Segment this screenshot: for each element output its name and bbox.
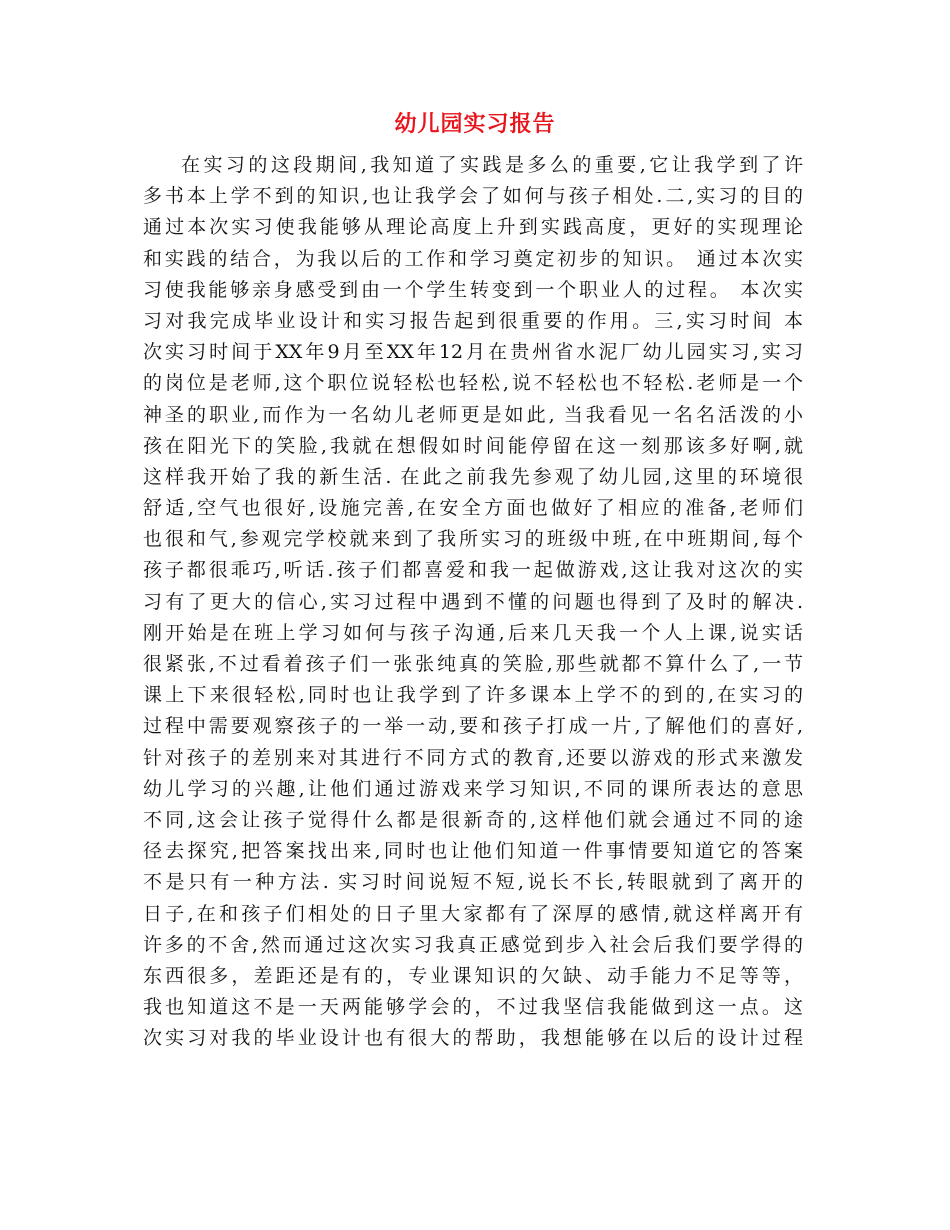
- paragraph-line: 次实习时间于XX年9月至XX年12月在贵州省水泥厂幼儿园实习,实习: [143, 341, 803, 364]
- paragraph-line: 孩在阳光下的笑脸,我就在想假如时间能停留在这一刻那该多好啊,就: [143, 434, 803, 457]
- paragraph-line: 也很和气,参观完学校就来到了我所实习的班级中班,在中班期间,每个: [143, 528, 803, 551]
- paragraph-line: 很紧张,不过看着孩子们一张张纯真的笑脸,那些就都不算什么了,一节: [143, 653, 803, 675]
- paragraph-line: 日子,在和孩子们相处的日子里大家都有了深厚的感情,就这样离开有: [143, 902, 803, 925]
- paragraph-line: 许多的不舍,然而通过这次实习我真正感觉到步入社会后我们要学得的: [143, 933, 803, 956]
- paragraph-line: 这样我开始了我的新生活. 在此之前我先参观了幼儿园,这里的环境很: [143, 465, 803, 488]
- paragraph-line: 在实习的这段期间,我知道了实践是多么的重要,它让我学到了许: [181, 154, 803, 176]
- paragraph-line: 孩子都很乖巧,听话.孩子们都喜爱和我一起做游戏,这让我对这次的实: [143, 559, 803, 582]
- document-body: [143, 150, 803, 1054]
- paragraph-line: 过程中需要观察孩子的一举一动,要和孩子打成一片,了解他们的喜好,: [143, 715, 803, 738]
- paragraph-line: 不是只有一种方法. 实习时间说短不短,说长不长,转眼就到了离开的: [143, 871, 803, 894]
- paragraph-line: 东西很多，差距还是有的，专业课知识的欠缺、动手能力不足等等，: [143, 964, 803, 987]
- paragraph-line: 的岗位是老师,这个职位说轻松也轻松,说不轻松也不轻松.老师是一个: [143, 372, 803, 395]
- paragraph-line: 多书本上学不到的知识,也让我学会了如何与孩子相处.二,实习的目的: [143, 185, 803, 208]
- paragraph-line: 习对我完成毕业设计和实习报告起到很重要的作用。三,实习时间 本: [143, 309, 803, 332]
- paragraph-line: 不同,这会让孩子觉得什么都是很新奇的,这样他们就会通过不同的途: [143, 808, 803, 831]
- paragraph-line: 和实践的结合，为我以后的工作和学习奠定初步的知识。 通过本次实: [143, 247, 803, 270]
- paragraph-line: 神圣的职业,而作为一名幼儿老师更是如此, 当我看见一名名活泼的小: [143, 403, 803, 426]
- paragraph-line: 习使我能够亲身感受到由一个学生转变到一个职业人的过程。 本次实: [143, 278, 803, 301]
- paragraph-line: 舒适,空气也很好,设施完善,在安全方面也做好了相应的准备,老师们: [143, 497, 803, 520]
- paragraph-line: 径去探究,把答案找出来,同时也让他们知道一件事情要知道它的答案: [143, 840, 803, 863]
- document-title: 幼儿园实习报告: [394, 111, 556, 137]
- paragraph-line: 针对孩子的差别来对其进行不同方式的教育,还要以游戏的形式来激发: [143, 746, 803, 769]
- paragraph-line: 通过本次实习使我能够从理论高度上升到实践高度，更好的实现理论: [143, 216, 803, 239]
- paragraph-line: 幼儿学习的兴趣,让他们通过游戏来学习知识,不同的课所表达的意思: [143, 777, 803, 800]
- paragraph-line: 次实习对我的毕业设计也有很大的帮助，我想能够在以后的设计过程: [143, 1027, 803, 1050]
- paragraph-line: 习有了更大的信心,实习过程中遇到不懂的问题也得到了及时的解决.: [143, 590, 803, 613]
- paragraph-line: 我也知道这不是一天两能够学会的，不过我坚信我能做到这一点。这: [143, 996, 803, 1019]
- paragraph-line: 刚开始是在班上学习如何与孩子沟通,后来几天我一个人上课,说实话: [143, 621, 803, 644]
- paragraph-line: 课上下来很轻松,同时也让我学到了许多课本上学不的到的,在实习的: [143, 684, 803, 707]
